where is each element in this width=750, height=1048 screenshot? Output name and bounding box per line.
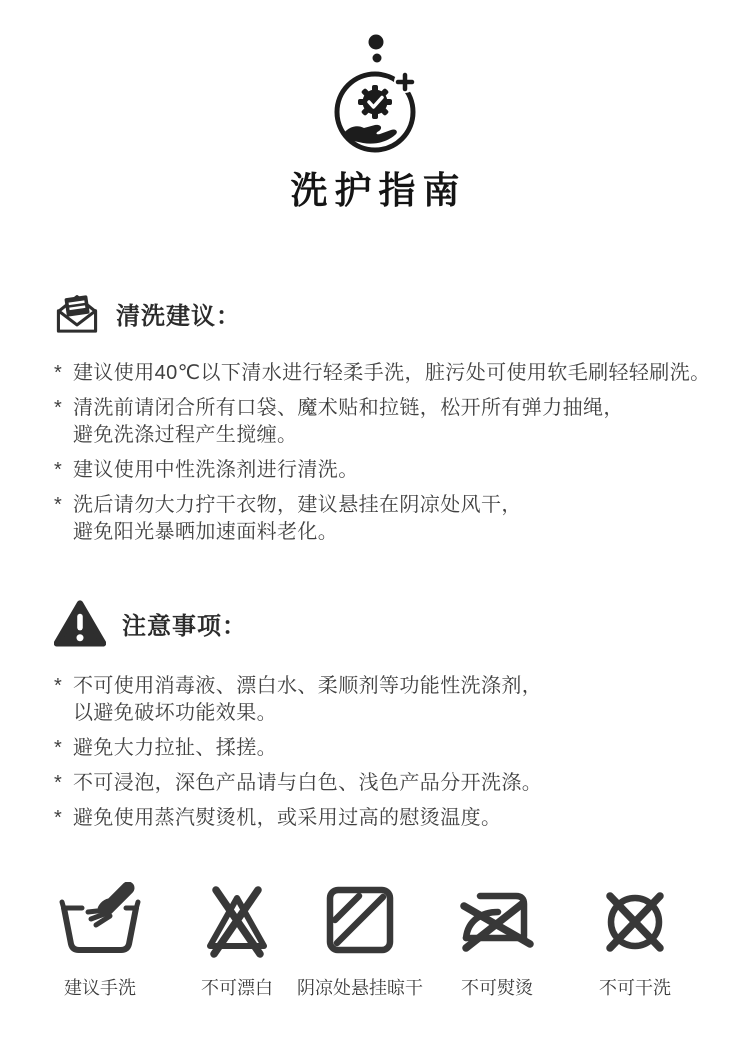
section-precautions-header <box>54 598 247 648</box>
care-symbol-label: 不可熨烫 <box>461 978 533 998</box>
list-item <box>54 673 719 727</box>
bullet-line: 建议使用中性洗涤剂进行清洗。 <box>73 459 359 481</box>
bullet-marker: * <box>54 807 62 829</box>
precautions-list <box>54 673 719 840</box>
bullet-line: 建议使用40℃以下清水进行轻柔手洗，脏污处可使用软毛刷轻轻刷洗。 <box>73 362 711 384</box>
bullet-marker: * <box>54 737 62 759</box>
section-cleaning-header <box>54 288 241 338</box>
list-item <box>54 735 719 762</box>
gear-check-icon <box>358 85 392 119</box>
care-symbol-no-iron <box>458 882 536 1000</box>
care-symbol-no-dry-clean <box>597 882 673 1000</box>
envelope-icon <box>54 292 100 334</box>
care-symbol-label: 不可干洗 <box>599 978 671 998</box>
bullet-line: 洗后请勿大力拧干衣物，建议悬挂在阴凉处风干， <box>73 494 522 516</box>
dot-large <box>369 35 384 50</box>
dot-small <box>373 54 382 63</box>
care-symbol-shade-hang-dry <box>297 882 423 1000</box>
care-symbol-hand-wash <box>54 882 146 1000</box>
bullet-line: 避免使用蒸汽熨烫机，或采用过高的慰烫温度。 <box>73 807 502 829</box>
care-symbol-no-bleach <box>199 882 275 1000</box>
bullet-line: 避免洗涤过程产生搅缠。 <box>73 424 298 446</box>
care-symbol-label: 阴凉处悬挂晾干 <box>297 978 423 998</box>
bullet-line: 不可使用消毒液、漂白水、柔顺剂等功能性洗涤剂， <box>73 675 543 697</box>
bullet-line: 以避免破坏功能效果。 <box>73 702 277 724</box>
warning-icon <box>54 599 106 647</box>
list-item <box>54 492 719 546</box>
bullet-marker: * <box>54 397 62 419</box>
section-heading: 清洗建议： <box>116 302 241 330</box>
no-dry-clean-icon <box>597 882 673 962</box>
bullet-marker: * <box>54 494 62 516</box>
care-service-icon <box>329 34 425 156</box>
care-symbol-label: 建议手洗 <box>64 978 136 998</box>
list-item <box>54 805 719 832</box>
bullet-line: 避免阳光暴晒加速面料老化。 <box>73 521 339 543</box>
page-title: 洗护指南 <box>290 170 467 211</box>
bullet-line: 不可浸泡，深色产品请与白色、浅色产品分开洗涤。 <box>73 772 543 794</box>
bullet-line: 避免大力拉扯、揉搓。 <box>73 737 277 759</box>
care-symbol-label: 不可漂白 <box>201 978 273 998</box>
no-bleach-icon <box>199 882 275 962</box>
no-iron-icon <box>458 882 536 962</box>
list-item <box>54 457 719 484</box>
bullet-marker: * <box>54 459 62 481</box>
bullet-marker: * <box>54 772 62 794</box>
bullet-marker: * <box>54 362 62 384</box>
list-item <box>54 360 719 387</box>
cleaning-advice-list <box>54 360 719 554</box>
list-item <box>54 770 719 797</box>
list-item <box>54 395 719 449</box>
section-heading: 注意事项： <box>122 612 247 640</box>
bullet-marker: * <box>54 675 62 697</box>
shade-hang-dry-icon <box>322 882 398 962</box>
hand-wash-icon <box>54 882 146 962</box>
bullet-line: 清洗前请闭合所有口袋、魔术贴和拉链，松开所有弹力抽绳， <box>73 397 624 419</box>
